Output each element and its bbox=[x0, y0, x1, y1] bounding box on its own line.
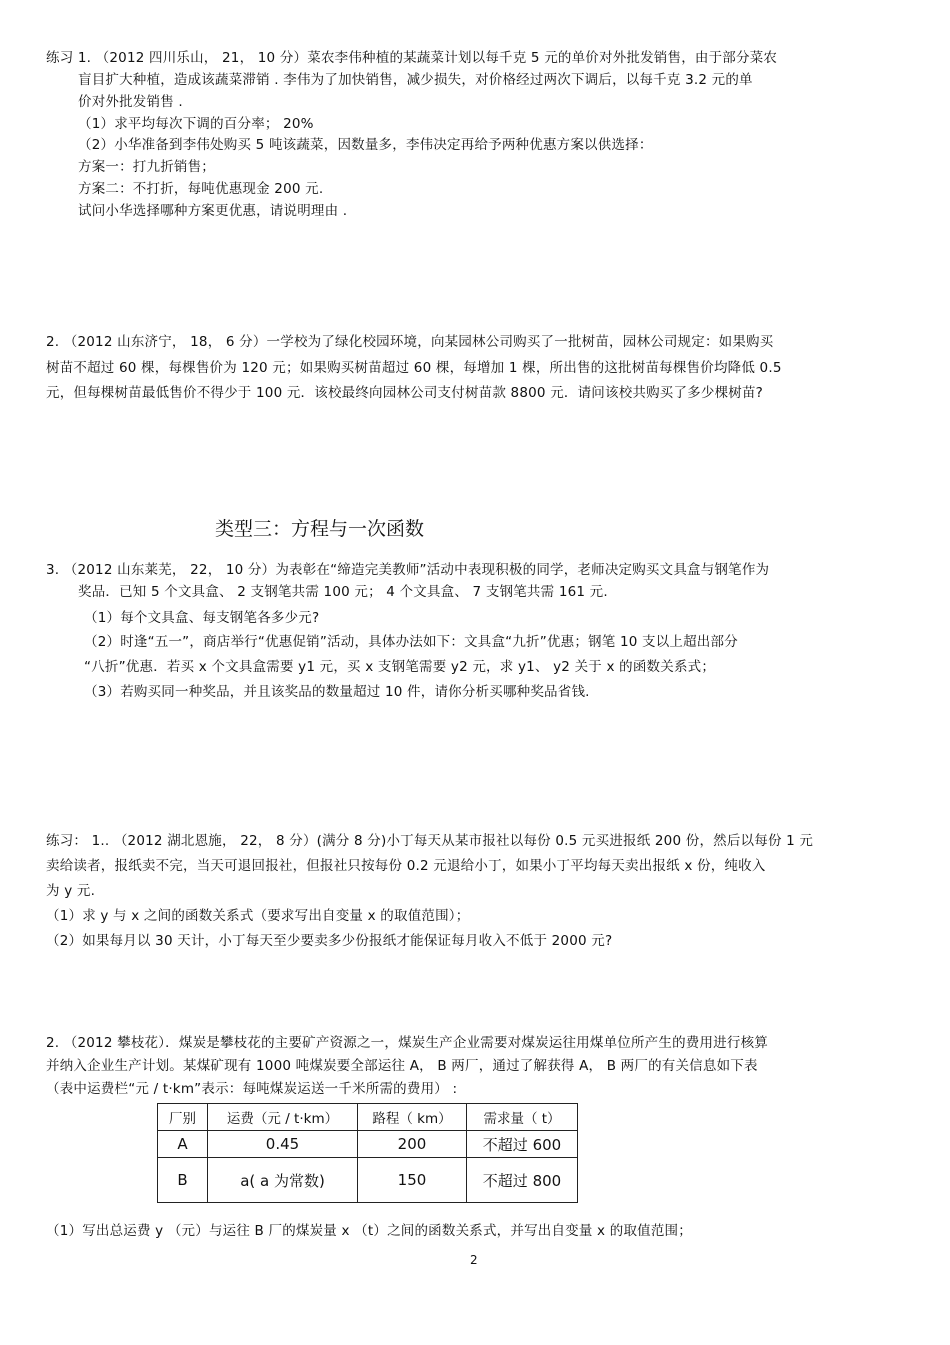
table-header-cell: 运费（元 / t·km） bbox=[208, 1104, 358, 1131]
problem1-line3: 价对外批发销售 . bbox=[78, 94, 183, 110]
problem1-question2: （2）小华准备到李伟处购买 5 吨该蔬菜，因数量多，李伟决定再给予两种优惠方案以供选择： bbox=[78, 137, 653, 153]
problem1-plan2: 方案二：不打折，每吨优惠现金 200 元. bbox=[78, 181, 324, 197]
exercise1-line1: 练习： 1.. （2012 湖北恩施， 22， 8 分）(满分 8 分)小丁每天从某市报社以每份 0.5 元买进报纸 200 份，然后以每份 1 元 bbox=[46, 833, 814, 849]
table-cell: 200 bbox=[358, 1131, 467, 1158]
table-header-row bbox=[158, 1104, 578, 1131]
exercise2-line3: （表中运费栏“元 / t·km”表示：每吨煤炭运送一千米所需的费用） : bbox=[46, 1081, 458, 1097]
table-cell: a( a 为常数) bbox=[208, 1158, 358, 1203]
table-cell: 不超过 800 bbox=[467, 1158, 578, 1203]
problem3-line1: 3. （2012 山东莱芜， 22， 10 分）为表彰在“缔造完美教师”活动中表现积极的同学，老师决定购买文具盒与钢笔作为 bbox=[46, 562, 770, 578]
page-number: 2 bbox=[470, 1253, 478, 1267]
exercise2-line1: 2. （2012 攀枝花）．煤炭是攀枝花的主要矿产资源之一，煤炭生产企业需要对煤炭运往用煤单位所产生的费用进行核算 bbox=[46, 1035, 768, 1051]
problem1-ask: 试问小华选择哪种方案更优惠，请说明理由 . bbox=[78, 203, 348, 219]
problem2-line3: 元，但每棵树苗最低售价不得少于 100 元．该校最终向园林公司支付树苗款 8800 元．请问该校共购买了多少棵树苗? bbox=[46, 385, 764, 401]
exercise1-line2: 卖给读者，报纸卖不完，当天可退回报社，但报社只按每份 0.2 元退给小丁，如果小丁平均每天卖出报纸 x 份，纯收入 bbox=[46, 858, 766, 874]
table-cell: 不超过 600 bbox=[467, 1131, 578, 1158]
problem3-line2: 奖品．已知 5 个文具盒、 2 支钢笔共需 100 元； 4 个文具盒、 7 支钢笔共需 161 元. bbox=[78, 584, 608, 600]
table-cell: A bbox=[158, 1131, 208, 1158]
table-row bbox=[158, 1158, 578, 1203]
problem3-question2: （2）时逢“五一”，商店举行“优惠促销”活动，具体办法如下：文具盒“九折”优惠；钢笔 10 支以上超出部分 bbox=[84, 634, 738, 650]
problem3-question2-cont: “八折”优惠．若买 x 个文具盒需要 y1 元，买 x 支钢笔需要 y2 元，求 y1、 y2 关于 x 的函数关系式； bbox=[84, 659, 716, 675]
problem1-line1: 练习 1. （2012 四川乐山， 21， 10 分）菜农李伟种植的某蔬菜计划以每千克 5 元的单价对外批发销售，由于部分菜农 bbox=[46, 50, 778, 66]
table-header-cell: 厂别 bbox=[158, 1104, 208, 1131]
exercise1-question2: （2）如果每月以 30 天计，小丁每天至少要卖多少份报纸才能保证每月收入不低于 2000 元? bbox=[46, 933, 613, 949]
freight-info-table bbox=[157, 1103, 578, 1203]
problem1-plan1: 方案一：打九折销售； bbox=[78, 159, 215, 175]
exercise1-line3: 为 y 元. bbox=[46, 883, 96, 899]
table-header-cell: 需求量（ t） bbox=[467, 1104, 578, 1131]
problem2-line2: 树苗不超过 60 棵，每棵售价为 120 元；如果购买树苗超过 60 棵，每增加 1 棵，所出售的这批树苗每棵售价均降低 0.5 bbox=[46, 360, 782, 376]
exercise2-line2: 并纳入企业生产计划。某煤矿现有 1000 吨煤炭要全部运往 A， B 两厂，通过了解获得 A， B 两厂的有关信息如下表 bbox=[46, 1058, 758, 1074]
table-cell: B bbox=[158, 1158, 208, 1203]
problem1-question1: （1）求平均每次下调的百分率； 20% bbox=[78, 116, 314, 132]
problem3-question3: （3）若购买同一种奖品，并且该奖品的数量超过 10 件，请你分析买哪种奖品省钱. bbox=[84, 684, 590, 700]
exercise2-question1: （1）写出总运费 y （元）与运往 B 厂的煤炭量 x （t）之间的函数关系式，并写出自变量 x 的取值范围； bbox=[46, 1223, 692, 1239]
table-cell: 0.45 bbox=[208, 1131, 358, 1158]
table-cell: 150 bbox=[358, 1158, 467, 1203]
problem2-line1: 2. （2012 山东济宁， 18， 6 分）一学校为了绿化校园环境，向某园林公司购买了一批树苗，园林公司规定：如果购买 bbox=[46, 334, 774, 350]
problem1-line2: 盲目扩大种植，造成该蔬菜滞销 . 李伟为了加快销售，减少损失，对价格经过两次下调后，以每千克 3.2 元的单 bbox=[78, 72, 753, 88]
table-header-cell: 路程（ km） bbox=[358, 1104, 467, 1131]
exercise1-question1: （1）求 y 与 x 之间的函数关系式（要求写出自变量 x 的取值范围）； bbox=[46, 908, 470, 924]
table-row bbox=[158, 1131, 578, 1158]
section-title: 类型三：方程与一次函数 bbox=[215, 518, 425, 540]
problem3-question1: （1）每个文具盒、每支钢笔各多少元? bbox=[84, 610, 320, 626]
